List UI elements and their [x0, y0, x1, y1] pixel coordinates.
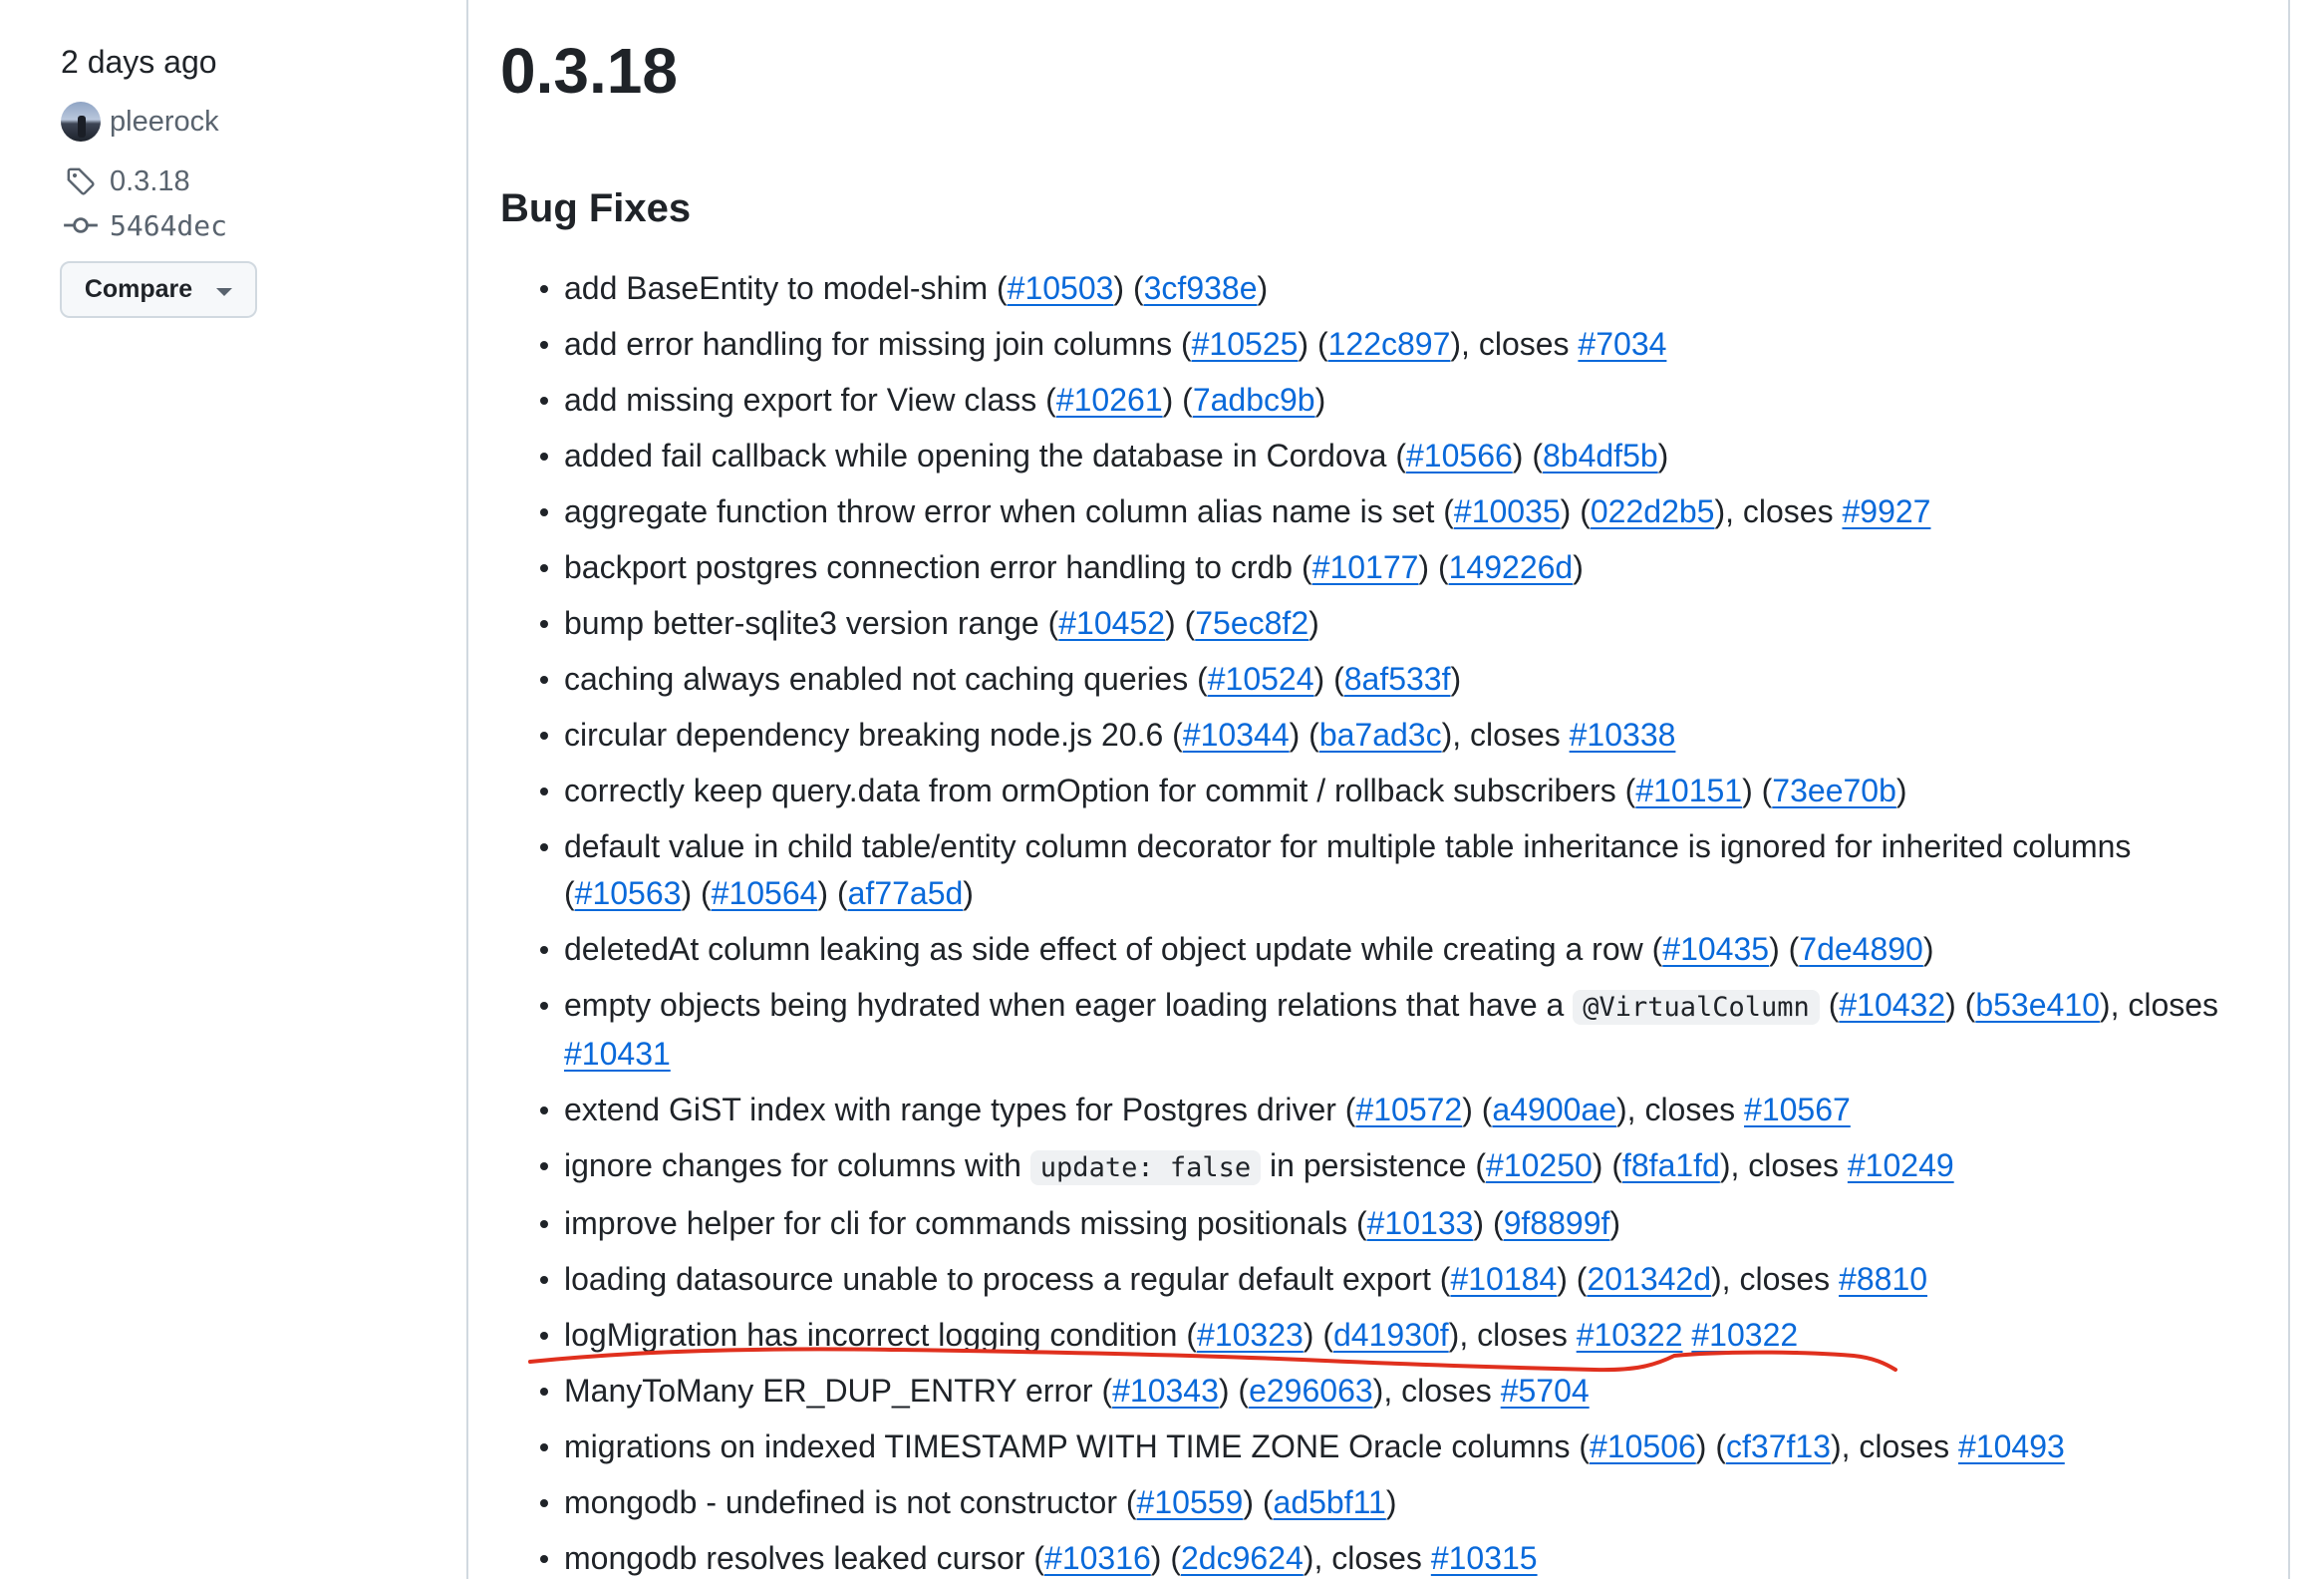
- commit-link[interactable]: 7de4890: [1799, 931, 1923, 967]
- list-item: improve helper for cli for commands missing positionals (#10133) (9f8899f): [564, 1200, 2258, 1247]
- inline-code: @VirtualColumn: [1573, 990, 1820, 1025]
- bug-fix-text: migrations on indexed TIMESTAMP WITH TIME ZONE Oracle columns: [564, 1428, 1571, 1464]
- pull-request-link[interactable]: #10452: [1058, 605, 1166, 641]
- commit-link[interactable]: b53e410: [1975, 987, 2100, 1023]
- list-item: caching always enabled not caching queries (#10524) (8af533f): [564, 656, 2258, 703]
- list-item: add error handling for missing join columns (#10525) (122c897), closes #7034: [564, 321, 2258, 368]
- release-date: 2 days ago: [61, 44, 217, 80]
- bug-fix-text: bump better-sqlite3 version range: [564, 605, 1039, 641]
- commit-link[interactable]: ba7ad3c: [1318, 717, 1442, 753]
- pull-request-link[interactable]: #10343: [1112, 1373, 1219, 1409]
- list-item: aggregate function throw error when column alias name is set (#10035) (022d2b5), closes #9927: [564, 488, 2258, 535]
- pull-request-link[interactable]: #10524: [1207, 661, 1314, 697]
- issue-link[interactable]: #10431: [564, 1036, 671, 1072]
- release-commit[interactable]: [61, 205, 227, 245]
- bug-fix-text: added fail callback while opening the database in Cordova: [564, 438, 1387, 474]
- list-item: circular dependency breaking node.js 20.6 (#10344) (ba7ad3c), closes #10338: [564, 712, 2258, 759]
- issue-link[interactable]: #10249: [1847, 1147, 1954, 1183]
- release-sidebar: [0, 0, 466, 1579]
- bug-fix-list: [564, 265, 2258, 1579]
- pull-request-link[interactable]: #10563: [574, 875, 682, 911]
- content-border: [2288, 0, 2290, 1579]
- tag-icon: [61, 161, 101, 201]
- list-item: add missing export for View class (#10261) (7adbc9b): [564, 377, 2258, 424]
- bug-fix-text: backport postgres connection error handling to crdb: [564, 549, 1294, 585]
- bug-fix-text: caching always enabled not caching queries: [564, 661, 1189, 697]
- issue-link[interactable]: #5704: [1500, 1373, 1590, 1409]
- issue-link[interactable]: #7034: [1578, 326, 1667, 362]
- list-item: mongodb resolves leaked cursor (#10316) (2dc9624), closes #10315: [564, 1535, 2258, 1579]
- bug-fix-text: empty objects being hydrated when eager loading relations that have a: [564, 987, 1565, 1023]
- commit-link[interactable]: 75ec8f2: [1195, 605, 1309, 641]
- bug-fix-text: logMigration has incorrect logging condition: [564, 1317, 1178, 1353]
- list-item: empty objects being hydrated when eager loading relations that have a @VirtualColumn (#10432) (b53e410), closes #10431: [564, 982, 2258, 1078]
- bug-fix-text: circular dependency breaking node.js 20.6: [564, 717, 1164, 753]
- commit-link[interactable]: cf37f13: [1726, 1428, 1831, 1464]
- pull-request-link[interactable]: #10559: [1136, 1484, 1244, 1520]
- issue-link[interactable]: #8810: [1839, 1261, 1928, 1297]
- commit-link[interactable]: 201342d: [1587, 1261, 1712, 1297]
- commit-link[interactable]: 73ee70b: [1772, 773, 1896, 808]
- pull-request-link[interactable]: #10564: [711, 875, 818, 911]
- list-item: backport postgres connection error handling to crdb (#10177) (149226d): [564, 544, 2258, 591]
- commit-link[interactable]: 7adbc9b: [1192, 382, 1315, 418]
- commit-link[interactable]: 022d2b5: [1590, 493, 1715, 529]
- bug-fix-text: deletedAt column leaking as side effect of object update while creating a row: [564, 931, 1643, 967]
- bug-fix-text: correctly keep query.data from ormOption for commit / rollback subscribers: [564, 773, 1616, 808]
- list-item: extend GiST index with range types for Postgres driver (#10572) (a4900ae), closes #10567: [564, 1087, 2258, 1133]
- commit-link[interactable]: 2dc9624: [1181, 1540, 1304, 1576]
- pull-request-link[interactable]: #10566: [1406, 438, 1513, 474]
- pull-request-link[interactable]: #10035: [1453, 493, 1561, 529]
- bug-fix-text: extend GiST index with range types for Postgres driver: [564, 1092, 1336, 1127]
- bug-fix-text: ignore changes for columns with: [564, 1147, 1021, 1183]
- commit-link[interactable]: 8b4df5b: [1542, 438, 1658, 474]
- list-item: migrations on indexed TIMESTAMP WITH TIME ZONE Oracle columns (#10506) (cf37f13), closes #10493: [564, 1423, 2258, 1470]
- bug-fix-text: loading datasource unable to process a regular default export: [564, 1261, 1431, 1297]
- git-commit-icon: [61, 205, 101, 245]
- list-item: ignore changes for columns with update: false in persistence (#10250) (f8fa1fd), closes #10249: [564, 1142, 2258, 1191]
- commit-link[interactable]: 8af533f: [1343, 661, 1451, 697]
- pull-request-link[interactable]: #10506: [1590, 1428, 1696, 1464]
- bug-fix-text: add error handling for missing join columns: [564, 326, 1173, 362]
- bug-fix-text: aggregate function throw error when column alias name is set: [564, 493, 1435, 529]
- list-item: deletedAt column leaking as side effect of object update while creating a row (#10435) (7de4890): [564, 926, 2258, 973]
- commit-link[interactable]: 149226d: [1448, 549, 1574, 585]
- release-tag[interactable]: [61, 161, 190, 201]
- list-item: bump better-sqlite3 version range (#10452) (75ec8f2): [564, 600, 2258, 647]
- commit-sha[interactable]: 5464dec: [110, 208, 228, 242]
- pull-request-link[interactable]: #10133: [1366, 1205, 1474, 1241]
- release-author[interactable]: [61, 102, 219, 142]
- list-item: default value in child table/entity column decorator for multiple table inheritance is ignored for inherited columns (#10563) (#10564) (af77a5d): [564, 823, 2258, 917]
- pull-request-link[interactable]: #10184: [1450, 1261, 1558, 1297]
- issue-link[interactable]: #10493: [1958, 1428, 2065, 1464]
- commit-link[interactable]: af77a5d: [847, 875, 964, 911]
- pull-request-link[interactable]: #10250: [1486, 1147, 1593, 1183]
- avatar[interactable]: [61, 102, 101, 142]
- compare-button[interactable]: [60, 261, 257, 318]
- section-heading-bug-fixes: Bug Fixes: [500, 186, 692, 230]
- bug-fix-text: add BaseEntity to model-shim: [564, 270, 989, 306]
- commit-link[interactable]: 3cf938e: [1143, 270, 1258, 306]
- pull-request-link[interactable]: #10261: [1055, 382, 1163, 418]
- issue-link[interactable]: #10567: [1744, 1092, 1851, 1127]
- commit-link[interactable]: a4900ae: [1492, 1092, 1616, 1127]
- list-item: add BaseEntity to model-shim (#10503) (3cf938e): [564, 265, 2258, 312]
- bug-fix-text: mongodb resolves leaked cursor: [564, 1540, 1025, 1576]
- pull-request-link[interactable]: #10344: [1182, 717, 1290, 753]
- commit-link[interactable]: 9f8899f: [1503, 1205, 1610, 1241]
- issue-link[interactable]: #10322: [1691, 1317, 1799, 1353]
- commit-link[interactable]: e296063: [1249, 1373, 1373, 1409]
- bug-fix-text: add missing export for View class: [564, 382, 1037, 418]
- pull-request-link[interactable]: #10323: [1197, 1317, 1304, 1353]
- list-item: added fail callback while opening the database in Cordova (#10566) (8b4df5b): [564, 433, 2258, 479]
- commit-link[interactable]: ad5bf11: [1273, 1484, 1386, 1520]
- bug-fix-text: improve helper for cli for commands missing positionals: [564, 1205, 1348, 1241]
- issue-link[interactable]: #10315: [1430, 1540, 1538, 1576]
- bug-fix-text: default value in child table/entity column decorator for multiple table inheritance is ignored for inherited columns: [564, 828, 2132, 864]
- pull-request-link[interactable]: #10316: [1044, 1540, 1151, 1576]
- list-item: ManyToMany ER_DUP_ENTRY error (#10343) (e296063), closes #5704: [564, 1368, 2258, 1415]
- pull-request-link[interactable]: #10151: [1635, 773, 1743, 808]
- issue-link[interactable]: #9927: [1842, 493, 1931, 529]
- issue-link[interactable]: #10322: [1576, 1317, 1683, 1353]
- release-body: [466, 0, 2280, 1579]
- release-title[interactable]: 0.3.18: [500, 35, 678, 107]
- pull-request-link[interactable]: #10435: [1662, 931, 1770, 967]
- pull-request-link[interactable]: #10432: [1839, 987, 1946, 1023]
- list-item: logMigration has incorrect logging condition (#10323) (d41930f), closes #10322 #10322: [564, 1312, 2258, 1359]
- list-item: correctly keep query.data from ormOption for commit / rollback subscribers (#10151) (73ee70b): [564, 768, 2258, 814]
- pull-request-link[interactable]: #10503: [1007, 270, 1114, 306]
- bug-fix-text: in persistence: [1270, 1147, 1467, 1183]
- commit-link[interactable]: d41930f: [1333, 1317, 1449, 1353]
- inline-code: update: false: [1030, 1150, 1261, 1185]
- bug-fix-text: ManyToMany ER_DUP_ENTRY error: [564, 1373, 1093, 1409]
- compare-label: Compare: [84, 275, 193, 303]
- author-name[interactable]: pleerock: [110, 105, 219, 138]
- list-item: loading datasource unable to process a regular default export (#10184) (201342d), closes #8810: [564, 1256, 2258, 1303]
- pull-request-link[interactable]: #10572: [1355, 1092, 1463, 1127]
- commit-link[interactable]: 122c897: [1327, 326, 1451, 362]
- list-item: mongodb - undefined is not constructor (#10559) (ad5bf11): [564, 1479, 2258, 1526]
- tag-label[interactable]: 0.3.18: [110, 164, 190, 197]
- pull-request-link[interactable]: #10525: [1191, 326, 1299, 362]
- commit-link[interactable]: f8fa1fd: [1621, 1147, 1720, 1183]
- bug-fix-text: mongodb - undefined is not constructor: [564, 1484, 1117, 1520]
- triangle-down-icon: [216, 288, 232, 296]
- issue-link[interactable]: #10338: [1569, 717, 1676, 753]
- pull-request-link[interactable]: #10177: [1311, 549, 1419, 585]
